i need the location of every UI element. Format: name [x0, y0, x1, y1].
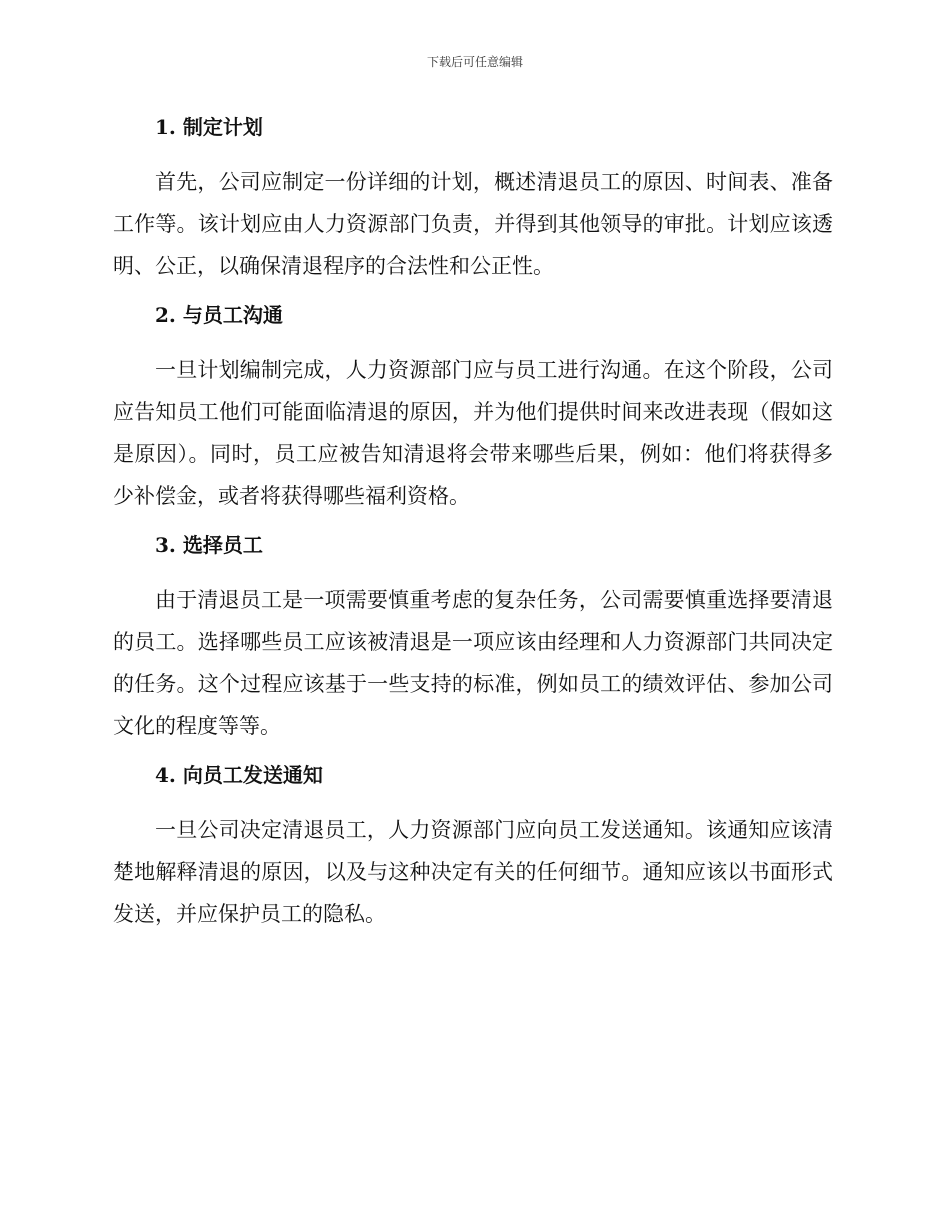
section-2: [113, 298, 833, 517]
section-title-1: 1. 制定计划: [155, 115, 263, 139]
section-title-4: 4. 向员工发送通知: [155, 763, 323, 787]
document-body: [113, 110, 833, 946]
section-body-2: 一旦计划编制完成，人力资源部门应与员工进行沟通。在这个阶段，公司应告知员工他们可能面临清退的原因，并为他们提供时间来改进表现（假如这是原因）。同时，员工应被告知清退将会带来哪些后果，例如：他们将获得多少补偿金，或者将获得哪些福利资格。: [113, 358, 833, 508]
section-body-1: 首先，公司应制定一份详细的计划，概述清退员工的原因、时间表、准备工作等。该计划应由人力资源部门负责，并得到其他领导的审批。计划应该透明、公正，以确保清退程序的合法性和公正性。: [113, 170, 833, 278]
section-3: [113, 528, 833, 747]
section-4: [113, 758, 833, 935]
section-title-2: 2. 与员工沟通: [155, 303, 283, 327]
page-header-note: 下载后可任意编辑: [426, 55, 523, 69]
section-title-3: 3. 选择员工: [155, 533, 263, 557]
section-1: [113, 110, 833, 287]
section-body-3: 由于清退员工是一项需要慎重考虑的复杂任务，公司需要慎重选择要清退的员工。选择哪些员工应该被清退是一项应该由经理和人力资源部门共同决定的任务。这个过程应该基于一些支持的标准，例如员工的绩效评估、参加公司文化的程度等等。: [113, 588, 833, 738]
section-body-4: 一旦公司决定清退员工，人力资源部门应向员工发送通知。该通知应该清楚地解释清退的原因，以及与这种决定有关的任何细节。通知应该以书面形式发送，并应保护员工的隐私。: [113, 818, 833, 926]
